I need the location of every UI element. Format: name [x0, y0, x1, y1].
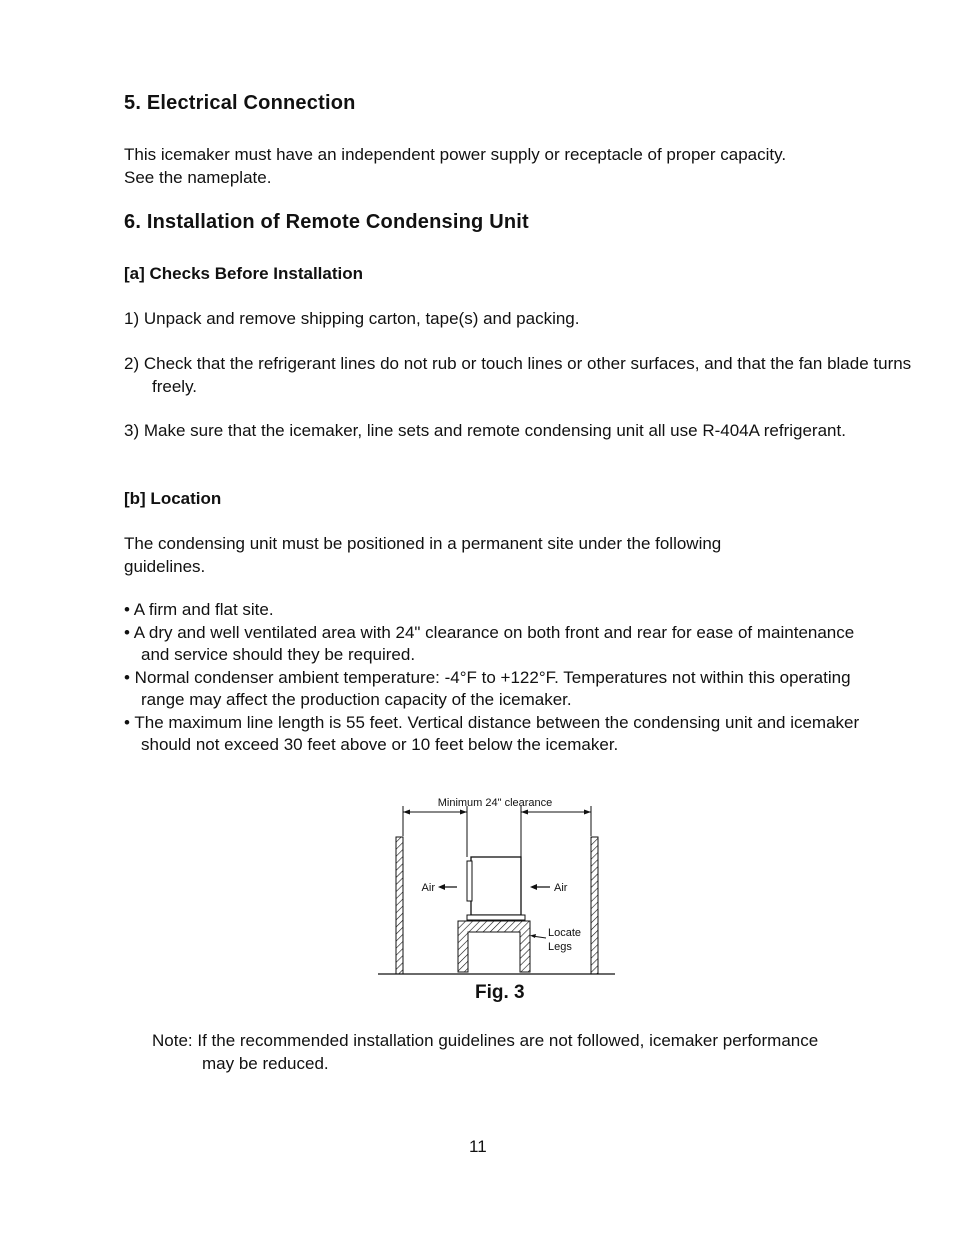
list-item: • The maximum line length is 55 feet. Vertical distance between the condensing unit and icemaker should not exceed 30 feet above or 10 feet below the icemaker. — [124, 712, 860, 754]
locate-legs-arrow-icon — [530, 934, 536, 938]
air-right-arrow-icon — [530, 884, 550, 890]
list-item: • A firm and flat site. — [124, 600, 274, 619]
section-6-heading: 6. Installation of Remote Condensing Unit — [124, 211, 529, 233]
condensing-unit — [467, 857, 525, 920]
right-wall — [591, 837, 598, 974]
left-wall — [396, 837, 403, 974]
check-item-3: 3) Make sure that the icemaker, line sets and remote condensing unit all use R-404A refrigerant. — [124, 421, 846, 440]
location-intro: The condensing unit must be positioned in a permanent site under the following guidelines. — [124, 534, 722, 576]
air-right-label: Air — [554, 882, 568, 894]
clearance-label: Minimum 24" clearance — [437, 797, 553, 809]
location-bullet-list — [124, 599, 864, 757]
location-heading: [b] Location — [124, 489, 222, 508]
air-left-arrow-icon — [438, 884, 457, 890]
stand — [458, 921, 530, 972]
page-number: 11 — [469, 1137, 487, 1156]
locate-label: Locate — [548, 927, 582, 939]
section-5-heading: 5. Electrical Connection — [124, 92, 356, 114]
electrical-line-1: This icemaker must have an independent power supply or receptacle of proper capacity. — [124, 145, 787, 164]
check-item-1: 1) Unpack and remove shipping carton, tape(s) and packing. — [124, 309, 580, 328]
air-left-label: Air — [421, 882, 435, 894]
figure-caption: Fig. 3 — [475, 982, 525, 1003]
list-item: • Normal condenser ambient temperature: -4°F to +122°F. Temperatures not within this operating range may affect the production capacity of the icemaker. — [124, 667, 851, 709]
note-paragraph: Note: If the recommended installation guidelines are not followed, icemaker performance may be reduced. — [152, 1031, 819, 1073]
checks-heading: [a] Checks Before Installation — [124, 264, 364, 283]
electrical-line-2: See the nameplate. — [124, 167, 272, 187]
list-item: • A dry and well ventilated area with 24" clearance on both front and rear for ease of maintenance and service should they be required. — [124, 622, 855, 664]
electrical-paragraph — [124, 144, 884, 189]
check-item-2: 2) Check that the refrigerant lines do not rub or touch lines or other surfaces, and that the fan blade turns freely. — [124, 354, 912, 396]
clearance-diagram — [370, 790, 630, 985]
legs-label: Legs — [548, 941, 572, 953]
dimension-lines — [403, 806, 591, 857]
